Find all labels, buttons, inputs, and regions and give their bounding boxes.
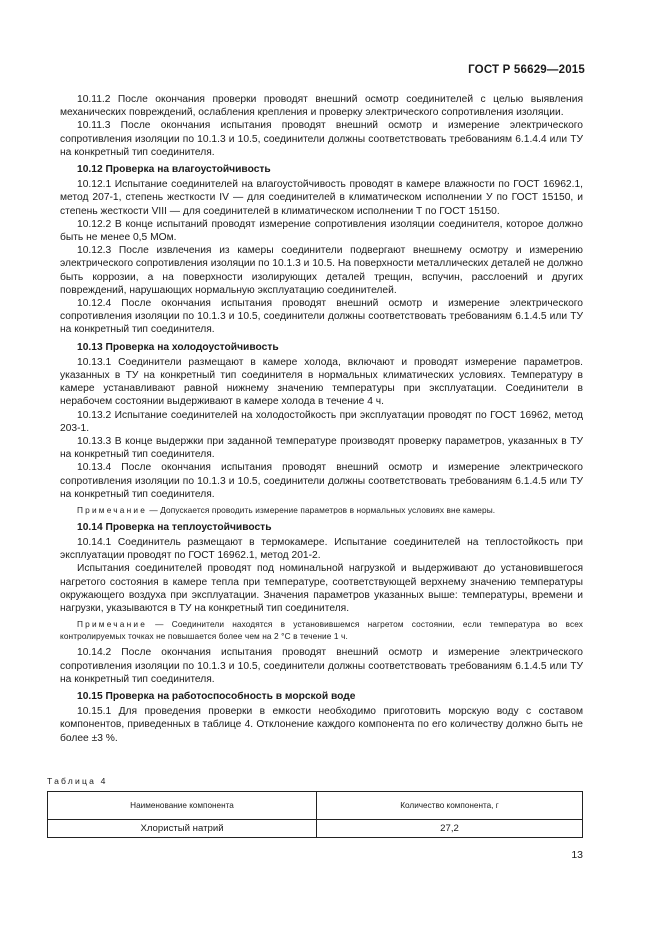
section-heading: 10.14 Проверка на теплоустойчивость	[77, 521, 272, 533]
note-paragraph	[60, 505, 583, 517]
table-caption: Таблица 4	[47, 776, 108, 786]
table-row	[48, 820, 583, 838]
note-text: — Соединители находятся в установившемся нагретом состоянии, если температура во всех контролируемых точках не повышается более чем на 2 °С в течение 1 ч.	[60, 619, 583, 641]
document-body	[60, 93, 583, 745]
body-paragraph: 10.15.1 Для проведения проверки в емкости необходимо приготовить морскую воду с составом компонентов, приведенных в таблице 4. Отклонение каждого компонента по его количеству должно быть не более ±3 %.	[60, 706, 583, 744]
body-paragraph: 10.13.1 Соединители размещают в камере холода, включают и проводят измерение параметров. указанных в ТУ на конкретный тип соединителя в нормальных климатических условиях. Температуру в камере устанавливают равной нижнему значению температуры при эксплуатации. Соединители в нерабочем состоянии выдерживают в камере холода в течение 4 ч.	[60, 356, 583, 408]
body-paragraph: 10.13.4 После окончания испытания проводят внешний осмотр и измерение электрического сопротивления изоляции по 10.1.3 и 10.5, соединители должны соответствовать требованиям 6.1.4.5 или ТУ на конкретный тип соединителя.	[60, 462, 583, 500]
body-paragraph: 10.12.4 После окончания испытания проводят внешний осмотр и измерение электрического сопротивления изоляции по 10.1.3 и 10.5, соединители должны соответствовать требованиям 6.1.4.5 или ТУ на конкретный тип соединителя.	[60, 298, 583, 336]
body-paragraph: 10.11.2 После окончания проверки проводят внешний осмотр соединителей с целью выявления механических повреждений, ослабления крепления и проверку электрического сопротивления изоляции.	[60, 94, 583, 119]
table-cell-quantity: 27,2	[317, 820, 583, 838]
components-table	[47, 791, 583, 838]
note-text: — Допускается проводить измерение параметров в нормальных условиях вне камеры.	[147, 505, 496, 516]
section-heading: 10.15 Проверка на работоспособность в морской воде	[77, 690, 356, 702]
note-paragraph	[60, 619, 583, 642]
note-label: Примечание	[77, 619, 148, 630]
body-paragraph: 10.12.2 В конце испытаний проводят измерение сопротивления изоляции соединителя, которое должно быть не менее 0,5 МОм.	[60, 218, 583, 244]
document-header: ГОСТ Р 56629—2015	[468, 64, 585, 76]
section-heading: 10.12 Проверка на влагоустойчивость	[77, 164, 271, 176]
body-paragraph: 10.12.1 Испытание соединителей на влагоустойчивость проводят в камере влажности по ГОСТ 16962.1, метод 207-1, степень жесткости IV — для соединителей в климатическом исполнении У по ГОСТ 15150, и степень жесткости VIII — для соединителей в климатическом исполнении Т по ГОСТ 15150.	[60, 179, 583, 217]
note-label: Примечание	[77, 505, 148, 516]
section-heading: 10.13 Проверка на холодоустойчивость	[77, 341, 279, 353]
table-cell-component: Хлористый натрий	[48, 820, 317, 838]
column-header-component: Наименование компонента	[48, 792, 317, 820]
body-paragraph: 10.14.1 Соединитель размещают в термокамере. Испытание соединителей на теплостойкость при эксплуатации проводят по ГОСТ 16962.1, метод 201-2.	[60, 536, 583, 562]
body-paragraph: 10.14.2 После окончания испытания проводят внешний осмотр и измерение электрического сопротивления изоляции по 10.1.3 и 10.5, соединители должны соответствовать требованиям 6.1.4.5 или ТУ на конкретный тип соединителя.	[60, 647, 583, 685]
body-paragraph: Испытания соединителей проводят под номинальной нагрузкой и выдерживают до установившегося нагретого состояния в камере тепла при температуре, соответствующей верхнему значению температуры окружающего воздуха при эксплуатации. Значения параметров указанных выше: температуры, времени и нагрузки, указываются в ТУ на конкретный тип соединителя.	[60, 563, 583, 614]
body-paragraph: 10.13.3 В конце выдержки при заданной температуре производят проверку параметров, указанных в ТУ на конкретный тип соединителя.	[60, 436, 583, 461]
body-paragraph: 10.11.3 После окончания испытания проводят внешний осмотр и измерение электрического сопротивления изоляции по 10.1.3 и 10.5, соединители должны соответствовать требованиям 6.1.4.4 или ТУ на конкретный тип соединителя.	[60, 120, 583, 158]
body-paragraph: 10.13.2 Испытание соединителей на холодостойкость при эксплуатации проводят по ГОСТ 16962, метод 203-1.	[60, 409, 583, 434]
table-header-row	[48, 792, 583, 820]
page-number: 13	[571, 849, 583, 861]
column-header-quantity: Количество компонента, г	[317, 792, 583, 820]
body-paragraph: 10.12.3 После извлечения из камеры соединители подвергают внешнему осмотру и измерению электрического сопротивления изоляции по 10.1.3 и 10.5. На поверхности металлических деталей не должно быть коррозии, а на поверхности изолирующих деталей трещин, вспучин, расслоений и других повреждений, нарушающих нормальную эксплуатацию соединителей.	[60, 245, 584, 296]
